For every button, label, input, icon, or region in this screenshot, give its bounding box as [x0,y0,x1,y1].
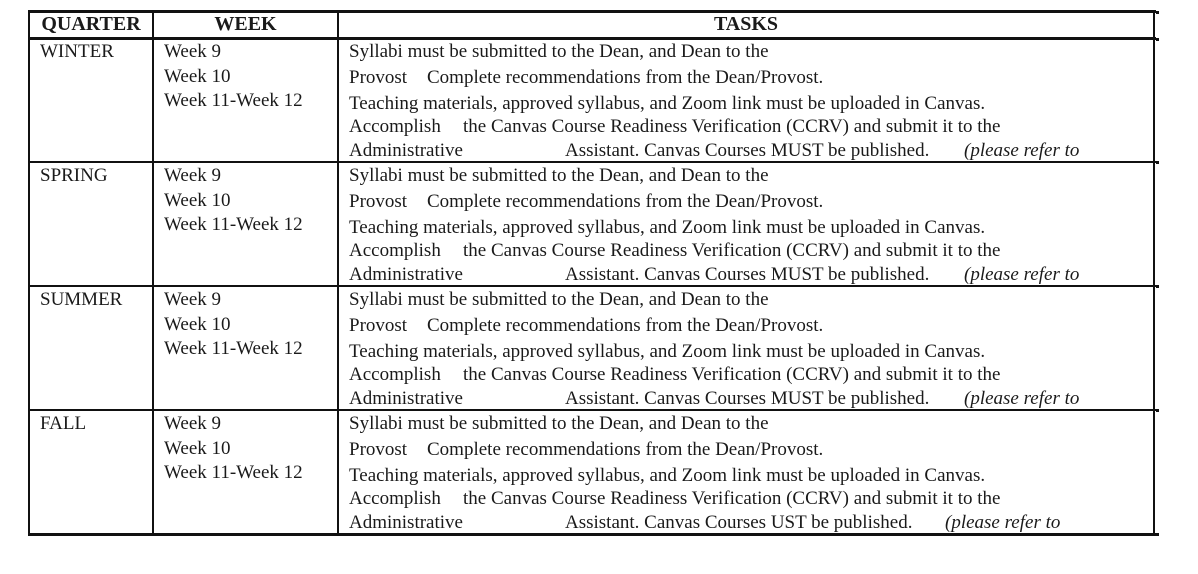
task-line: Complete recommendations from the Dean/Provost. [427,315,824,336]
task-line: Syllabi must be submitted to the Dean, and Dean to the [349,413,769,434]
edge-tick [1156,285,1159,288]
week-cell: Week 10 [164,66,231,87]
quarter-cell: SUMMER [40,289,123,310]
edge-tick [1156,38,1159,41]
edge-tick [1156,533,1159,536]
task-line: Syllabi must be submitted to the Dean, and Dean to the [349,41,769,62]
header-tasks: TASKS [713,13,779,35]
task-line-italic: (please refer to [964,140,1080,161]
task-line: Accomplish [349,364,441,385]
task-line: Complete recommendations from the Dean/Provost. [427,67,824,88]
week-cell: Week 11-Week 12 [164,214,303,235]
quarter-cell: FALL [40,413,87,434]
column-divider-quarter-week [152,10,154,536]
task-line: Accomplish [349,240,441,261]
header-quarter: QUARTER [41,13,141,35]
task-line: Teaching materials, approved syllabus, and Zoom link must be uploaded in Canvas. [349,217,986,238]
task-line: Teaching materials, approved syllabus, and Zoom link must be uploaded in Canvas. [349,465,986,486]
task-line: Provost [349,191,408,212]
task-line-italic: (please refer to [945,512,1061,533]
task-line: Administrative [349,388,463,409]
task-line: the Canvas Course Readiness Verification (CCRV) and submit it to the [463,488,1001,509]
week-cell: Week 10 [164,314,231,335]
header-bottom-border [28,37,1156,40]
header-week: WEEK [214,13,277,35]
task-line: Syllabi must be submitted to the Dean, and Dean to the [349,289,769,310]
week-cell: Week 11-Week 12 [164,338,303,359]
task-line-italic: (please refer to [964,388,1080,409]
week-cell: Week 9 [164,41,222,62]
week-cell: Week 11-Week 12 [164,462,303,483]
task-line: Assistant. Canvas Courses MUST be published. [565,140,930,161]
week-cell: Week 11-Week 12 [164,90,303,111]
week-cell: Week 10 [164,190,231,211]
task-line: Teaching materials, approved syllabus, and Zoom link must be uploaded in Canvas. [349,341,986,362]
week-cell: Week 10 [164,438,231,459]
task-line: the Canvas Course Readiness Verification (CCRV) and submit it to the [463,240,1001,261]
task-line: Complete recommendations from the Dean/Provost. [427,191,824,212]
task-line: Accomplish [349,116,441,137]
week-cell: Week 9 [164,289,222,310]
task-line: Provost [349,439,408,460]
task-line: the Canvas Course Readiness Verification (CCRV) and submit it to the [463,364,1001,385]
quarter-cell: SPRING [40,165,108,186]
task-line: Administrative [349,512,463,533]
quarter-cell: WINTER [40,41,114,62]
task-line: Assistant. Canvas Courses MUST be published. [565,388,930,409]
task-line: Assistant. Canvas Courses MUST be published. [565,264,930,285]
task-line: Provost [349,67,408,88]
task-line-italic: (please refer to [964,264,1080,285]
edge-tick [1156,161,1159,164]
table-right-border [1153,10,1155,536]
task-line: Complete recommendations from the Dean/Provost. [427,439,824,460]
task-line: Teaching materials, approved syllabus, and Zoom link must be uploaded in Canvas. [349,93,986,114]
task-line: Provost [349,315,408,336]
task-line: Accomplish [349,488,441,509]
task-line: Syllabi must be submitted to the Dean, and Dean to the [349,165,769,186]
task-line: Administrative [349,264,463,285]
column-divider-week-tasks [337,10,339,536]
edge-tick [1156,11,1159,14]
task-line: the Canvas Course Readiness Verification (CCRV) and submit it to the [463,116,1001,137]
task-line: Assistant. Canvas Courses UST be published. [565,512,913,533]
edge-tick [1156,409,1159,412]
week-cell: Week 9 [164,413,222,434]
table-left-border [28,10,30,536]
week-cell: Week 9 [164,165,222,186]
task-line: Administrative [349,140,463,161]
